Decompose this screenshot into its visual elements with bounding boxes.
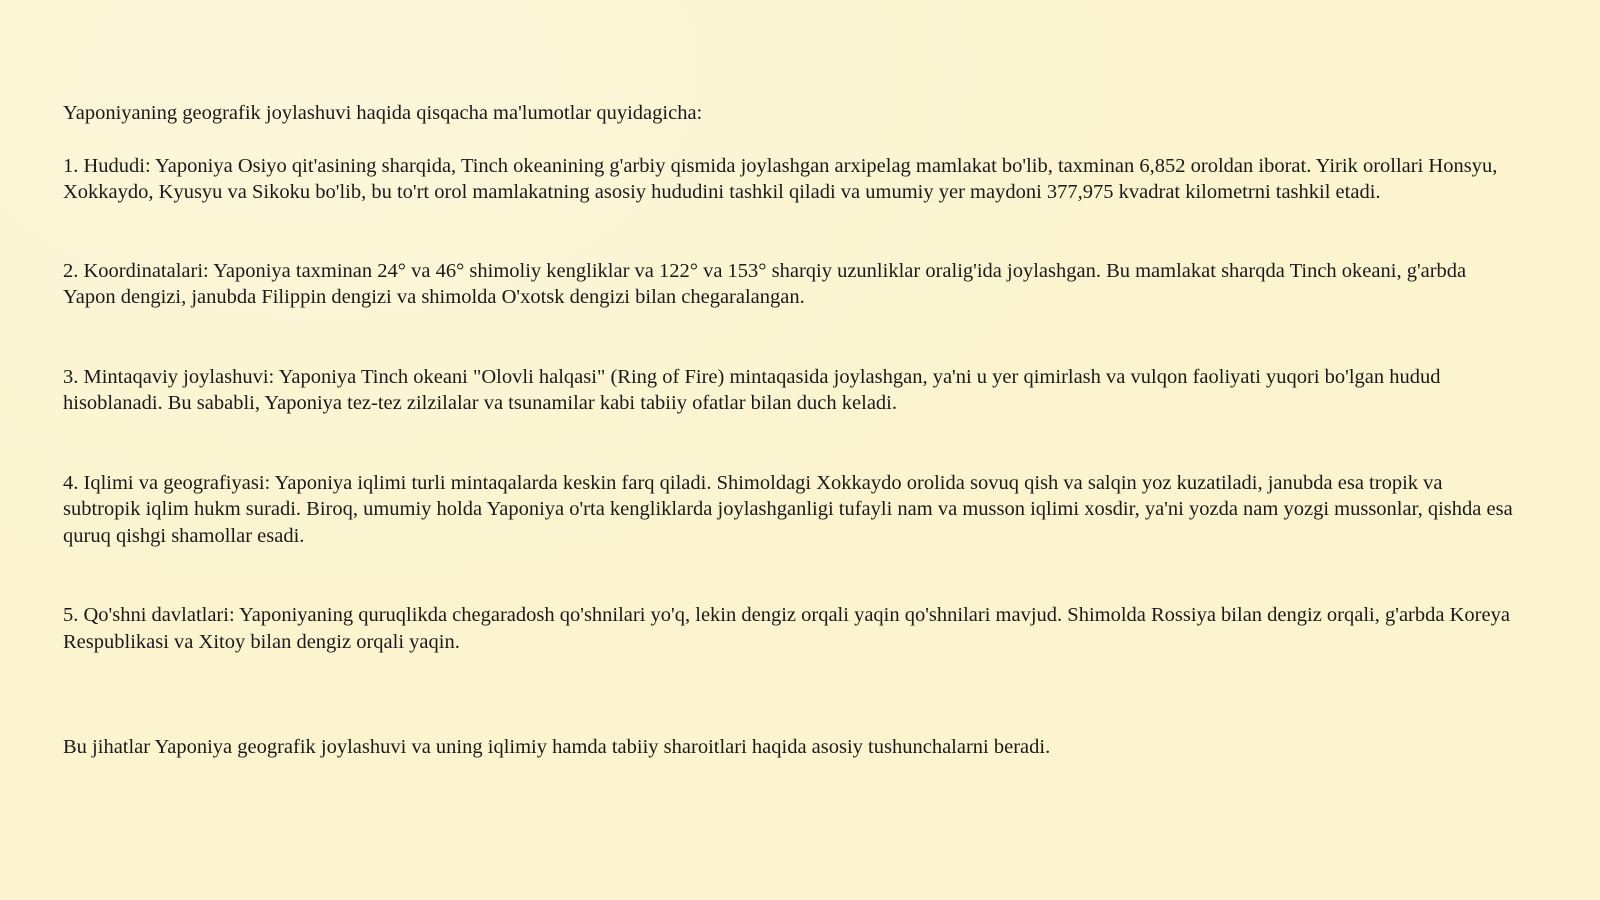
list-item: 1. Hududi: Yaponiya Osiyo qit'asining sharqida, Tinch okeanining g'arbiy qismida joylashgan arxipelag mamlakat bo'lib, taxminan 6,852 oroldan iborat. Yirik orollari Honsyu, Xokkaydo, Kyusyu va Sikoku bo'lib, bu to'rt orol mamlakatning asosiy hududini tashkil qiladi va umumiy yer maydoni 377,975 kvadrat kilometrni tashkil etadi.: [63, 154, 1498, 203]
conclusion-paragraph: Bu jihatlar Yaponiya geografik joylashuvi va uning iqlimiy hamda tabiiy sharoitlari haqida asosiy tushunchalarni beradi.: [63, 736, 1051, 758]
list-item: 4. Iqlimi va geografiyasi: Yaponiya iqlimi turli mintaqalarda keskin farq qiladi. Shimoldagi Xokkaydo orolida sovuq qish va salqin yoz kuzatiladi, janubda esa tropik va subtropik iqlim hukm suradi. Biroq, umumiy holda Yaponiya o'rta kengliklarda joylashganligi tufayli nam va musson iqlimi xosdir, ya'ni yozda nam yozgi mussonlar, qishda esa quruq qishgi shamollar esadi.: [63, 471, 1513, 547]
list-item: 3. Mintaqaviy joylashuvi: Yaponiya Tinch okeani "Olovli halqasi" (Ring of Fire) mintaqasida joylashgan, ya'ni u yer qimirlash va vulqon faoliyati yuqori bo'lgan hudud hisoblanadi. Bu sababli, Yaponiya tez-tez zilzilalar va tsunamilar kabi tabiiy ofatlar bilan duch keladi.: [63, 365, 1441, 414]
intro-paragraph: Yaponiyaning geografik joylashuvi haqida qisqacha ma'lumotlar quyidagicha:: [63, 102, 703, 124]
list-item: 5. Qo'shni davlatlari: Yaponiyaning quruqlikda chegaradosh qo'shnilari yo'q, lekin dengiz orqali yaqin qo'shnilari mavjud. Shimolda Rossiya bilan dengiz orqali, g'arbda Koreya Respublikasi va Xitoy bilan dengiz orqali yaqin.: [63, 604, 1510, 653]
list-item: 2. Koordinatalari: Yaponiya taxminan 24° va 46° shimoliy kengliklar va 122° va 153° sharqiy uzunliklar oralig'ida joylashgan. Bu mamlakat sharqda Tinch okeani, g'arbda Yapon dengizi, janubda Filippin dengizi va shimolda O'xotsk dengizi bilan chegaralangan.: [63, 259, 1467, 308]
document-body: [63, 100, 1523, 761]
